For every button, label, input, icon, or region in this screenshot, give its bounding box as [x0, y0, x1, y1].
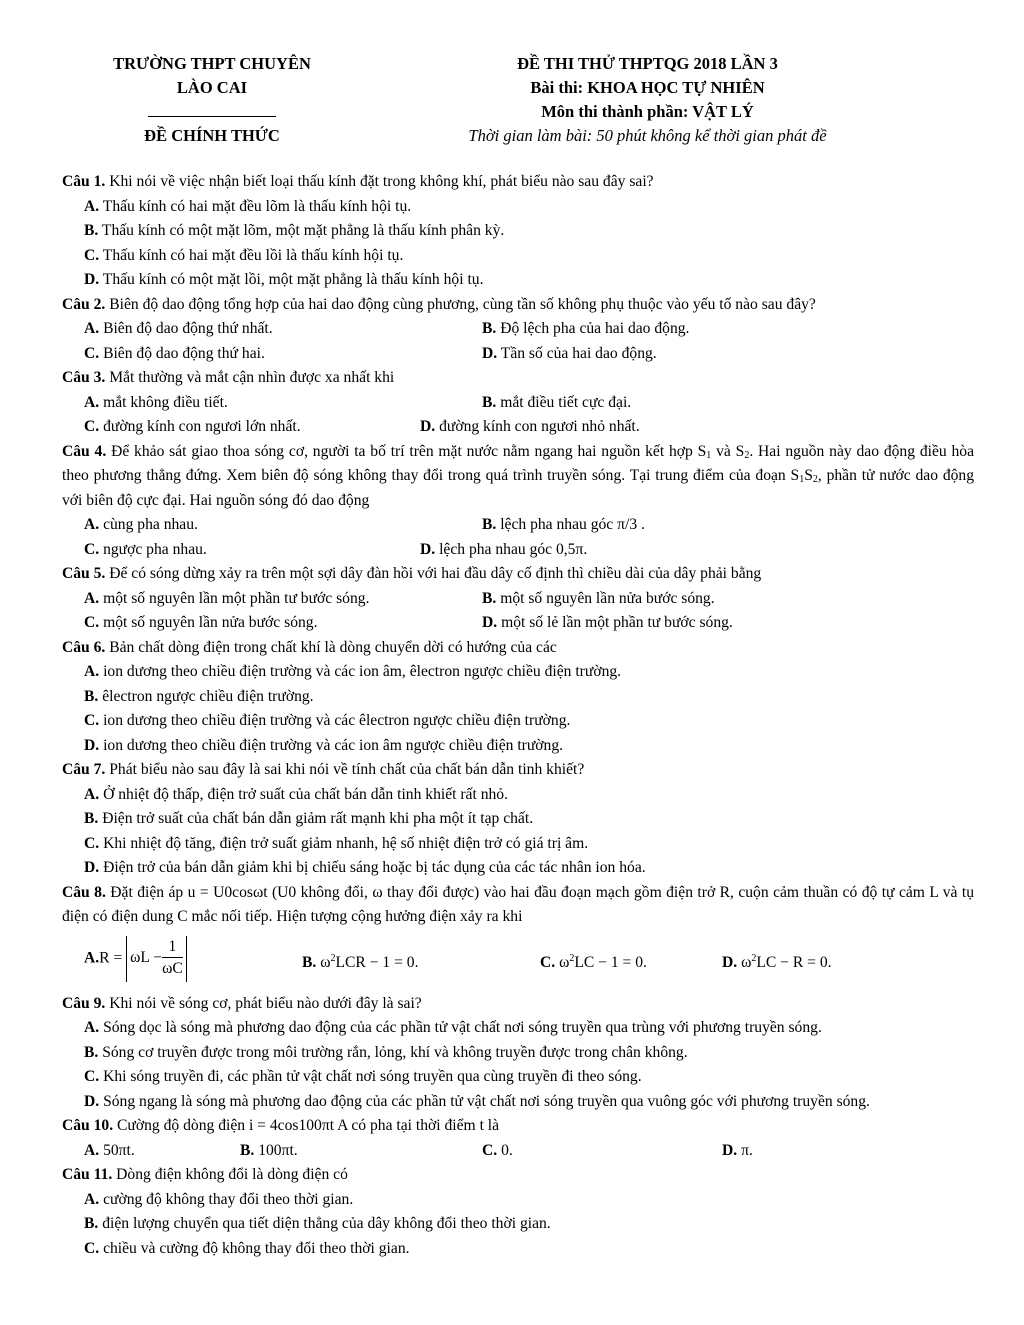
- q2-option-c: C. Biên độ dao động thứ hai.: [84, 344, 265, 362]
- q1-option-b: B. Thấu kính có một mặt lõm, một mặt phẳng là thấu kính phân kỳ.: [84, 222, 505, 239]
- q9-option-c: C. Khi sóng truyền đi, các phần tử vật chất nơi sóng truyền qua cùng truyền đi theo sóng.: [84, 1068, 642, 1085]
- q2-options-row1: [62, 317, 974, 342]
- q8-option-a: A.R = ωL − $\frac{1}{\omega C}$: [84, 936, 187, 988]
- q2-option-d: D. Tần số của hai dao động.: [482, 344, 657, 362]
- q6-option-a: A. ion dương theo chiều điện trường và các ion âm, êlectron ngược chiều điện trường.: [84, 663, 622, 680]
- q10-options-row: [62, 1139, 974, 1164]
- q5-option-a: A. một số nguyên lần một phần tư bước sóng.: [84, 589, 370, 607]
- q8-option-d: D. $\omega^2LC - R = 0$.: [722, 952, 832, 971]
- q5-options-row1: [62, 587, 974, 612]
- official-label: ĐỀ CHÍNH THỨC: [144, 126, 280, 145]
- question-11: Câu 11. Dòng điện không đổi là dòng điện có: [62, 1166, 348, 1183]
- question-3: Câu 3. Mắt thường và mắt cận nhìn được xa nhất khi: [62, 369, 395, 386]
- q3-option-c: C. đường kính con ngươi lớn nhất.: [84, 418, 301, 435]
- header-divider: [92, 100, 332, 124]
- q9-option-b: B. Sóng cơ truyền được trong môi trường rắn, lỏng, khí và không truyền được trong chân không.: [84, 1043, 688, 1061]
- q9-option-a: A. Sóng dọc là sóng mà phương dao động của các phần tử vật chất nơi sóng truyền qua trùng với phương truyền sóng.: [84, 1019, 822, 1036]
- q10-option-d: D. π.: [722, 1141, 753, 1159]
- q10-option-b: B. 100πt.: [240, 1141, 298, 1159]
- q6-option-b: B. êlectron ngược chiều điện trường.: [84, 687, 314, 705]
- absolute-value-bars: ωL − $\frac{1}{\omega C}$: [126, 936, 187, 982]
- exam-time-note: Thời gian làm bài: 50 phút không kể thời gian phát đề: [468, 126, 827, 145]
- q7-option-d: D. Điện trở của bán dẫn giảm khi bị chiếu sáng hoặc bị tác dụng của các tác nhân ion hóa.: [84, 859, 646, 876]
- q7-option-b: B. Điện trở suất của chất bán dẫn giảm rất mạnh khi pha một ít tạp chất.: [84, 810, 534, 827]
- q8-option-c: C. $\omega^2LC - 1 = 0$.: [540, 952, 647, 971]
- question-9: Câu 9. Khi nói về sóng cơ, phát biểu nào dưới đây là sai?: [62, 994, 422, 1012]
- q6-option-c: C. ion dương theo chiều điện trường và các êlectron ngược chiều điện trường.: [84, 712, 571, 729]
- q4-options-row2: [62, 538, 974, 563]
- q5-option-c: C. một số nguyên lần nửa bước sóng.: [84, 614, 318, 631]
- q2-option-b: B. Độ lệch pha của hai dao động.: [482, 320, 690, 337]
- q8-options-row: [62, 934, 974, 992]
- q1-option-a: A. Thấu kính có hai mặt đều lõm là thấu kính hội tụ.: [84, 197, 412, 215]
- q6-option-d: D. ion dương theo chiều điện trường và các ion âm ngược chiều điện trường.: [84, 736, 564, 754]
- school-block: [92, 52, 332, 148]
- q4-option-d: D. lệch pha nhau góc 0,5π.: [420, 540, 588, 558]
- q3-option-b: B. mắt điều tiết cực đại.: [482, 393, 632, 411]
- q11-option-a: A. cường độ không thay đổi theo thời gian.: [84, 1190, 354, 1208]
- school-name-line2: LÀO CAI: [176, 78, 248, 97]
- q5-option-d: D. một số lẻ lần một phần tư bước sóng.: [482, 614, 733, 631]
- q3-options-row2: [62, 415, 974, 440]
- question-8: Câu 8. Đặt điện áp u = U0cosωt (U0 không đổi, ω thay đổi được) vào hai đầu đoạn mạch gồm điện trở R, cuộn cảm thuần có độ tự cảm L và tụ điện có điện dung C mắc nối tiếp. Hiện tượng cộng hưởng điện xảy ra khi: [62, 883, 974, 925]
- question-4: Câu 4. Để khảo sát giao thoa sóng cơ, người ta bố trí trên mặt nước nằm ngang hai nguồn kết hợp $S_1$ và $S_2$. Hai nguồn này dao động điều hòa theo phương thẳng đứng. Xem biên độ sóng không thay đổi trong quá trình truyền sóng. Tại trung điểm của đoạn $S_1S_2$, phần tử nước dao động với biên độ cực đại. Hai nguồn sóng đó dao động: [62, 442, 975, 509]
- q4-option-a: A. cùng pha nhau.: [84, 516, 198, 533]
- q9-option-d: D. Sóng ngang là sóng mà phương dao động của các phần tử vật chất nơi sóng truyền qua vuông góc với phương truyền sóng.: [84, 1092, 870, 1110]
- exam-header: [0, 52, 1024, 152]
- q4-option-c: C. ngược pha nhau.: [84, 540, 207, 558]
- q10-option-c: C. 0.: [482, 1141, 513, 1159]
- q11-option-c: C. chiều và cường độ không thay đổi theo thời gian.: [84, 1239, 410, 1257]
- q4-options-row1: [62, 513, 974, 538]
- question-6: Câu 6. Bản chất dòng điện trong chất khí là dòng chuyển dời có hướng của các: [62, 638, 557, 656]
- exam-component: Môn thi thành phần: VẬT LÝ: [541, 102, 754, 121]
- q5-option-b: B. một số nguyên lần nửa bước sóng.: [482, 589, 715, 607]
- q3-options-row1: [62, 391, 974, 416]
- fraction: $\frac{1}{\omega C}$: [162, 938, 183, 978]
- question-10: Câu 10. Cường độ dòng điện i = 4cos100πt A có pha tại thời điểm t là: [62, 1117, 500, 1134]
- q10-option-a: A. 50πt.: [84, 1141, 135, 1159]
- q7-option-a: A. Ở nhiệt độ thấp, điện trở suất của chất bán dẫn tinh khiết rất nhỏ.: [84, 785, 508, 803]
- question-list: [62, 170, 974, 1261]
- q3-option-a: A. mắt không điều tiết.: [84, 393, 228, 411]
- question-2: Câu 2. Biên độ dao động tổng hợp của hai dao động cùng phương, cùng tần số không phụ thuộc vào yếu tố nào sau đây?: [62, 295, 816, 313]
- exam-info-block: [405, 52, 890, 148]
- q1-option-d: D. Thấu kính có một mặt lồi, một mặt phẳng là thấu kính hội tụ.: [84, 271, 484, 288]
- question-7: Câu 7. Phát biểu nào sau đây là sai khi nói về tính chất của chất bán dẫn tinh khiết?: [62, 761, 585, 778]
- q4-option-b: B. lệch pha nhau góc π/3 .: [482, 516, 645, 533]
- q5-options-row2: [62, 611, 974, 636]
- q8-option-b: B. $\omega^2LCR - 1 = 0$.: [302, 952, 419, 971]
- q7-option-c: C. Khi nhiệt độ tăng, điện trở suất giảm nhanh, hệ số nhiệt điện trở có giá trị âm.: [84, 834, 589, 852]
- exam-title: ĐỀ THI THỬ THPTQG 2018 LẦN 3: [517, 54, 778, 73]
- q11-option-b: B. điện lượng chuyển qua tiết diện thẳng của dây không đổi theo thời gian.: [84, 1215, 551, 1232]
- q3-option-d: D. đường kính con ngươi nhỏ nhất.: [420, 418, 640, 435]
- q1-option-c: C. Thấu kính có hai mặt đều lồi là thấu kính hội tụ.: [84, 246, 404, 264]
- question-5: Câu 5. Để có sóng dừng xảy ra trên một sợi dây đàn hồi với hai đầu dây cố định thì chiều dài của dây phải bằng: [62, 565, 762, 582]
- exam-subject: Bài thi: KHOA HỌC TỰ NHIÊN: [530, 78, 765, 97]
- q2-option-a: A. Biên độ dao động thứ nhất.: [84, 320, 273, 337]
- question-1: Câu 1. Khi nói về việc nhận biết loại thấu kính đặt trong không khí, phát biểu nào sau đây sai?: [62, 173, 654, 190]
- q2-options-row2: [62, 342, 974, 367]
- school-name-line1: TRƯỜNG THPT CHUYÊN: [113, 54, 311, 73]
